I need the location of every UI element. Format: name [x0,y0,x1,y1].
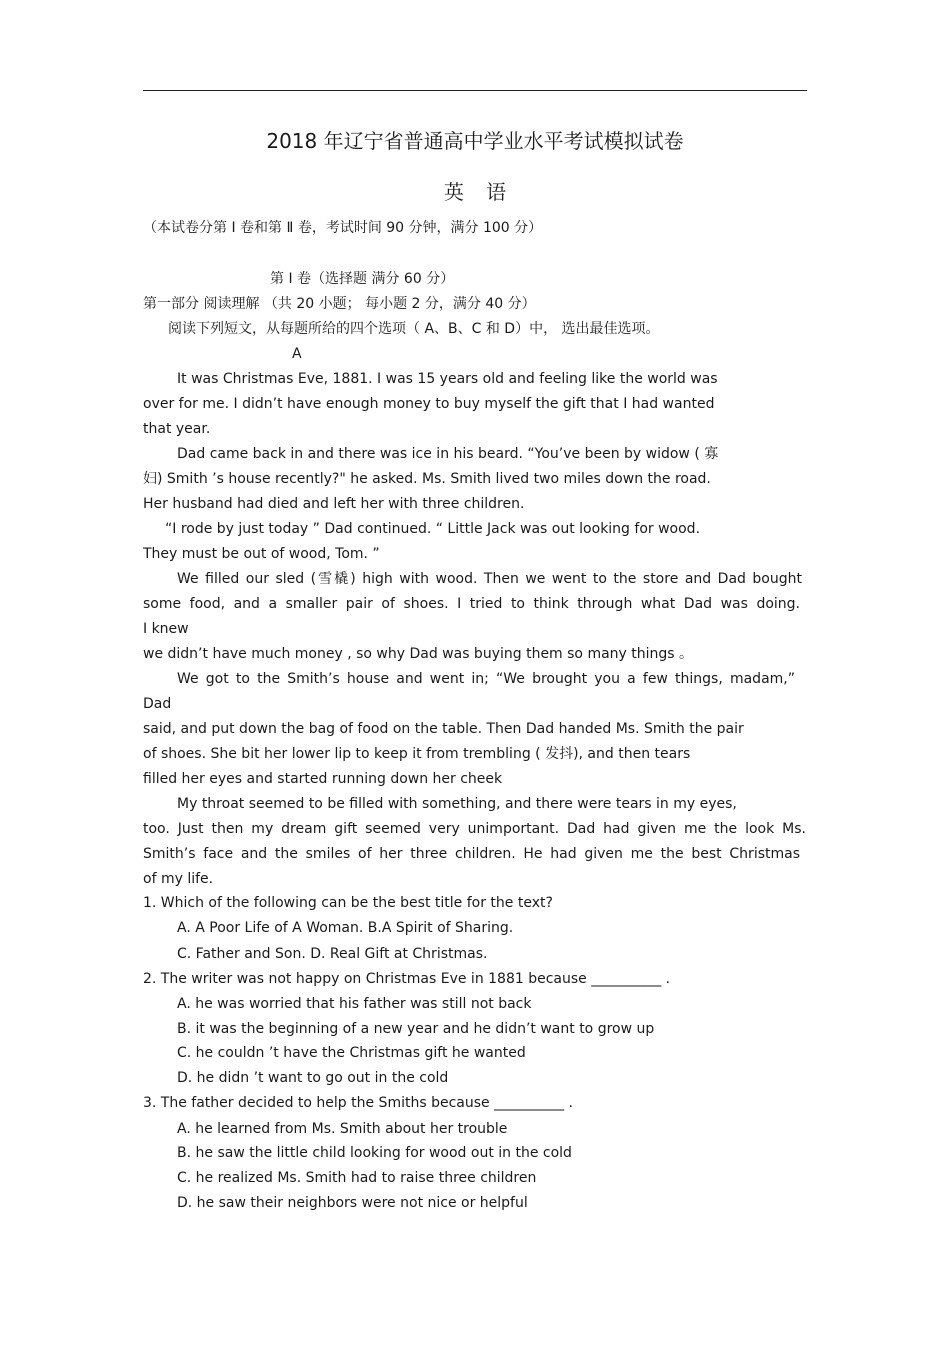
top-rule [143,90,807,91]
passage-line: over for me. I didn’t have enough money to buy myself the gift that I had wanted [143,396,715,412]
question-3-option-c: C. he realized Ms. Smith had to raise three children [177,1170,537,1186]
question-stem-3: 3. The father decided to help the Smiths because __________ . [143,1095,573,1111]
passage-line: said, and put down the bag of food on the table. Then Dad handed Ms. Smith the pair [143,721,744,737]
question-stem-2: 2. The writer was not happy on Christmas Eve in 1881 because __________ . [143,971,671,987]
question-2-option-c: C. he couldn ’t have the Christmas gift he wanted [177,1045,526,1061]
passage-line: we didn’t have much money , so why Dad was buying them so many things 。 [143,646,694,662]
passage-line: Her husband had died and left her with three children. [143,496,525,512]
passage-line: “I rode by just today ” Dad continued. “ Little Jack was out looking for wood. [165,521,701,537]
question-3-option-a: A. he learned from Ms. Smith about her trouble [177,1121,508,1137]
passage-line: Smith’s face and the smiles of her three children. He had given me the best Christmas [143,846,800,862]
passage-label: A [292,346,302,362]
passage-line: Dad [143,696,172,712]
subject-title: 英 语 [443,180,515,204]
volume-heading: 第 Ⅰ 卷（选择题 满分 60 分） [270,271,455,287]
exam-title: 2018 年辽宁省普通高中学业水平考试模拟试卷 [266,129,684,153]
question-2-option-a: A. he was worried that his father was still not back [177,996,532,1012]
section-heading: 第一部分 阅读理解 （共 20 小题； 每小题 2 分，满分 40 分） [143,296,536,312]
question-stem-1: 1. Which of the following can be the best title for the text? [143,895,553,911]
passage-line: filled her eyes and started running down her cheek [143,771,503,787]
question-3-option-b: B. he saw the little child looking for wood out in the cold [177,1145,572,1161]
passage-line: too. Just then my dream gift seemed very unimportant. Dad had given me the look Ms. [143,821,806,837]
passage-line: We filled our sled (雪橇) high with wood. Then we went to the store and Dad bought [177,571,802,587]
passage-line: Dad came back in and there was ice in his beard. “You’ve been by widow ( 寡 [177,446,719,462]
passage-line: I knew [143,621,189,637]
passage-line: They must be out of wood, Tom. ” [143,546,380,562]
question-2-option-b: B. it was the beginning of a new year and he didn’t want to grow up [177,1021,655,1037]
passage-line: It was Christmas Eve, 1881. I was 15 years old and feeling like the world was [177,371,718,387]
passage-line: that year. [143,421,211,437]
passage-line: 妇) Smith ’s house recently?" he asked. Ms. Smith lived two miles down the road. [143,471,711,487]
question-3-option-d: D. he saw their neighbors were not nice or helpful [177,1195,528,1211]
question-2-option-d: D. he didn ’t want to go out in the cold [177,1070,449,1086]
question-1-options-cd: C. Father and Son. D. Real Gift at Christmas. [177,946,488,962]
passage-line: My throat seemed to be filled with something, and there were tears in my eyes, [177,796,737,812]
passage-line: of my life. [143,871,214,887]
passage-line: We got to the Smith’s house and went in; “We brought you a few things, madam,” [177,671,795,687]
instruction: 阅读下列短文，从每题所给的四个选项（ A、B、C 和 D）中， 选出最佳选项。 [168,321,660,337]
question-1-options-ab: A. A Poor Life of A Woman. B.A Spirit of Sharing. [177,920,514,936]
exam-note: （本试卷分第 Ⅰ 卷和第 Ⅱ 卷，考试时间 90 分钟，满分 100 分） [143,220,543,236]
passage-line: some food, and a smaller pair of shoes. I tried to think through what Dad was doing. [143,596,800,612]
passage-line: of shoes. She bit her lower lip to keep it from trembling ( 发抖), and then tears [143,746,691,762]
